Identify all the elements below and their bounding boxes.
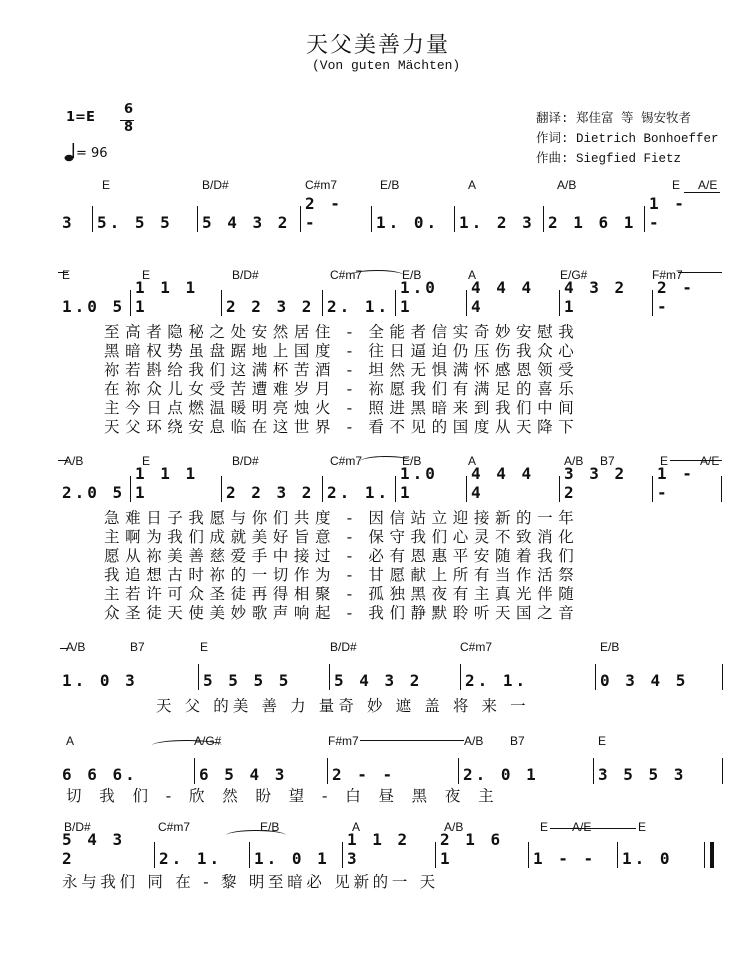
chord-symbol: E: [200, 640, 209, 654]
tie-slur: [360, 456, 412, 467]
measure: 5 4 3 2: [197, 206, 300, 232]
measure: 1.0 1: [395, 476, 466, 502]
chord-symbol: A: [468, 268, 477, 282]
measure: 2. 1.: [322, 476, 395, 502]
notation-staff: [60, 830, 722, 868]
tempo-marking: = 96: [76, 146, 108, 161]
tie-slur: [350, 270, 404, 281]
chord-symbol: A/B: [464, 734, 484, 748]
measure: 5 4 3 2: [62, 830, 126, 868]
chord-symbol: B/D#: [330, 640, 357, 654]
lyric-line: 急难日子我愿与你们共度 - 因信站立迎接新的一年: [104, 509, 580, 527]
measure: 2. 1.: [322, 290, 395, 316]
measure: 0 3 4 5: [595, 664, 723, 690]
chord-symbol: E: [598, 734, 607, 748]
chord-symbol: F#m7: [328, 734, 359, 748]
chord-symbol: B7: [130, 640, 145, 654]
final-barline: [704, 842, 714, 868]
lyric-line: 永与我们 同 在 - 黎 明至暗必 见新的一 天: [62, 873, 439, 891]
chord-symbol: C#m7: [460, 640, 493, 654]
system-2: [60, 268, 722, 438]
measure: 1 - -: [652, 476, 722, 502]
song-title: 天父美善力量: [306, 33, 451, 58]
chord-symbol: A: [66, 734, 75, 748]
chord-extension-line: [684, 192, 720, 193]
lyric-line: 主若许可众圣徒再得相聚 - 孤独黑夜有主真光伴随: [104, 585, 580, 603]
system-5: [60, 734, 722, 814]
measure: 4 4 4 4: [466, 290, 559, 316]
translator-credit: 翻译: 郑佳富 等 锡安牧者: [536, 112, 692, 126]
measure: 3 5 5 3: [593, 758, 723, 784]
chord-symbol: E/G#: [560, 268, 588, 282]
chord-symbol: A: [468, 454, 477, 468]
key-signature: 1=E: [66, 110, 95, 125]
chord-symbol: F#m7: [652, 268, 683, 282]
measure: 1 1 1 1: [130, 290, 221, 316]
chord-symbol: B7: [510, 734, 525, 748]
measure: 4 3 2 1: [559, 290, 652, 316]
lyric-line: 黑暗权势虽盘踞地上国度 - 往日逼迫仍压伤我众心: [104, 342, 580, 360]
measure: 1. 0 3: [62, 671, 138, 690]
measure: 1 1 2 3: [342, 842, 435, 868]
lyric-line: 主今日点燃温暖明亮烛火 - 照进黑暗来到我们中间: [104, 399, 580, 417]
song-subtitle: (Von guten Mächten): [312, 58, 461, 73]
chord-symbol: C#m7: [330, 268, 363, 282]
measure: 2.0 5: [62, 483, 126, 502]
lyric-line: 切 我 们 - 欣 然 盼 望 - 白 昼 黑 夜 主: [66, 787, 501, 805]
chord-symbol: E: [62, 268, 71, 282]
lyric-line: 天 父 的美 善 力 量奇 妙 遮 盖 将 来 一: [156, 697, 530, 715]
chord-extension-line: [58, 272, 68, 273]
measure: 2 1 6 1: [543, 206, 644, 232]
chord-symbol: A: [352, 820, 361, 834]
chord-symbol: A/G#: [194, 734, 222, 748]
measure: 1.0 1: [395, 290, 466, 316]
chord-symbol: A/E: [698, 178, 718, 192]
chord-symbol: E: [540, 820, 549, 834]
chord-symbol: C#m7: [305, 178, 338, 192]
chord-symbol: E: [638, 820, 647, 834]
chord-symbol: B/D#: [232, 268, 259, 282]
measure: 2. 0 1: [458, 758, 593, 784]
measure: 5 4 3 2: [329, 664, 460, 690]
notation-staff: [60, 278, 722, 316]
chord-symbol: A/B: [557, 178, 577, 192]
chord-symbol: E: [142, 268, 151, 282]
measure: 1 1 1 1: [130, 476, 221, 502]
measure: 2 1 6 1: [435, 842, 528, 868]
system-1: [60, 178, 722, 238]
measure: 1. 0: [617, 842, 696, 868]
chord-symbol: A/B: [66, 640, 86, 654]
system-4: [60, 640, 722, 720]
notation-staff: [60, 750, 722, 784]
measure: 5 5 5 5: [198, 664, 329, 690]
chord-extension-line: [360, 740, 464, 741]
chord-symbol: E: [660, 454, 669, 468]
chord-symbol: A/B: [444, 820, 464, 834]
notation-staff: [60, 194, 722, 232]
measure: 1 - -: [644, 206, 707, 232]
measure: 1.0 5: [62, 297, 126, 316]
system-6: [60, 820, 722, 900]
chord-symbol: C#m7: [330, 454, 363, 468]
time-signature-bottom: 8: [124, 120, 134, 135]
measure: 1. 0 1: [249, 842, 342, 868]
chord-extension-line: [550, 828, 636, 829]
lyric-line: 愿从祢美善慈爱手中接过 - 必有恩惠平安随着我们: [104, 547, 580, 565]
measure: 1. 2 3: [454, 206, 543, 232]
lyric-line: 在祢众儿女受苦遭难岁月 - 祢愿我们有满足的喜乐: [104, 380, 580, 398]
chord-symbol: C#m7: [158, 820, 191, 834]
notation-staff: [60, 656, 722, 690]
chord-extension-line: [678, 272, 722, 273]
measure: 4 4 4 4: [466, 476, 559, 502]
chord-symbol: E: [102, 178, 111, 192]
chord-symbol: E/B: [402, 454, 422, 468]
lyric-line: 祢若斟给我们这满杯苦酒 - 坦然无惧满怀感恩领受: [104, 361, 580, 379]
time-signature-top: 6: [124, 102, 134, 117]
measure: 2. 1.: [154, 842, 249, 868]
lyric-line: 众圣徒天使美妙歌声响起 - 我们静默聆听天国之音: [104, 604, 580, 622]
chord-symbol: A/E: [572, 820, 592, 834]
measure: 1 - -: [528, 842, 617, 868]
measure: 5. 5 5: [92, 206, 197, 232]
measure: 2 2 3 2: [221, 476, 322, 502]
lyric-line: 天父环绕安息临在这世界 - 看不见的国度从天降下: [104, 418, 580, 436]
measure: 6 6 6.: [62, 765, 138, 784]
chord-extension-line: [60, 648, 68, 649]
chord-symbol: A/B: [64, 454, 84, 468]
chord-symbol: E/B: [380, 178, 400, 192]
composer-credit: 作曲: Siegfied Fietz: [536, 152, 682, 166]
measure: 2. 1.: [460, 664, 595, 690]
lyric-line: 我追想古时祢的一切作为 - 甘愿献上所有当作活祭: [104, 566, 580, 584]
measure: 6 5 4 3: [194, 758, 327, 784]
measure: 1. 0.: [371, 206, 454, 232]
measure: 2 2 3 2: [221, 290, 322, 316]
chord-symbol: A: [468, 178, 477, 192]
measure: 2 - -: [327, 758, 458, 784]
chord-symbol: E/B: [600, 640, 620, 654]
chord-symbol: E/B: [402, 268, 422, 282]
lyric-line: 主啊为我们成就美好旨意 - 保守我们心灵不致消化: [104, 528, 580, 546]
quarter-note-icon: [64, 142, 76, 166]
chord-symbol: E: [672, 178, 681, 192]
lyricist-credit: 作词: Dietrich Bonhoeffer: [536, 132, 719, 146]
chord-symbol: B/D#: [64, 820, 91, 834]
system-3: [60, 454, 722, 624]
notation-staff: [60, 464, 722, 502]
chord-extension-line: [670, 460, 722, 461]
measure: 3: [62, 213, 75, 232]
chord-extension-line: [58, 460, 68, 461]
chord-symbol: E: [142, 454, 151, 468]
lyric-line: 至高者隐秘之处安然居住 - 全能者信实奇妙安慰我: [104, 323, 580, 341]
measure: 3 3 2 2: [559, 476, 652, 502]
chord-symbol: E/B: [260, 820, 280, 834]
measure: 2 - -: [300, 206, 371, 232]
chord-symbol: B7: [600, 454, 615, 468]
measure: 2 - -: [652, 290, 721, 316]
chord-symbol: A/B: [564, 454, 584, 468]
chord-symbol: B/D#: [202, 178, 229, 192]
chord-symbol: A/E: [700, 454, 720, 468]
chord-symbol: B/D#: [232, 454, 259, 468]
